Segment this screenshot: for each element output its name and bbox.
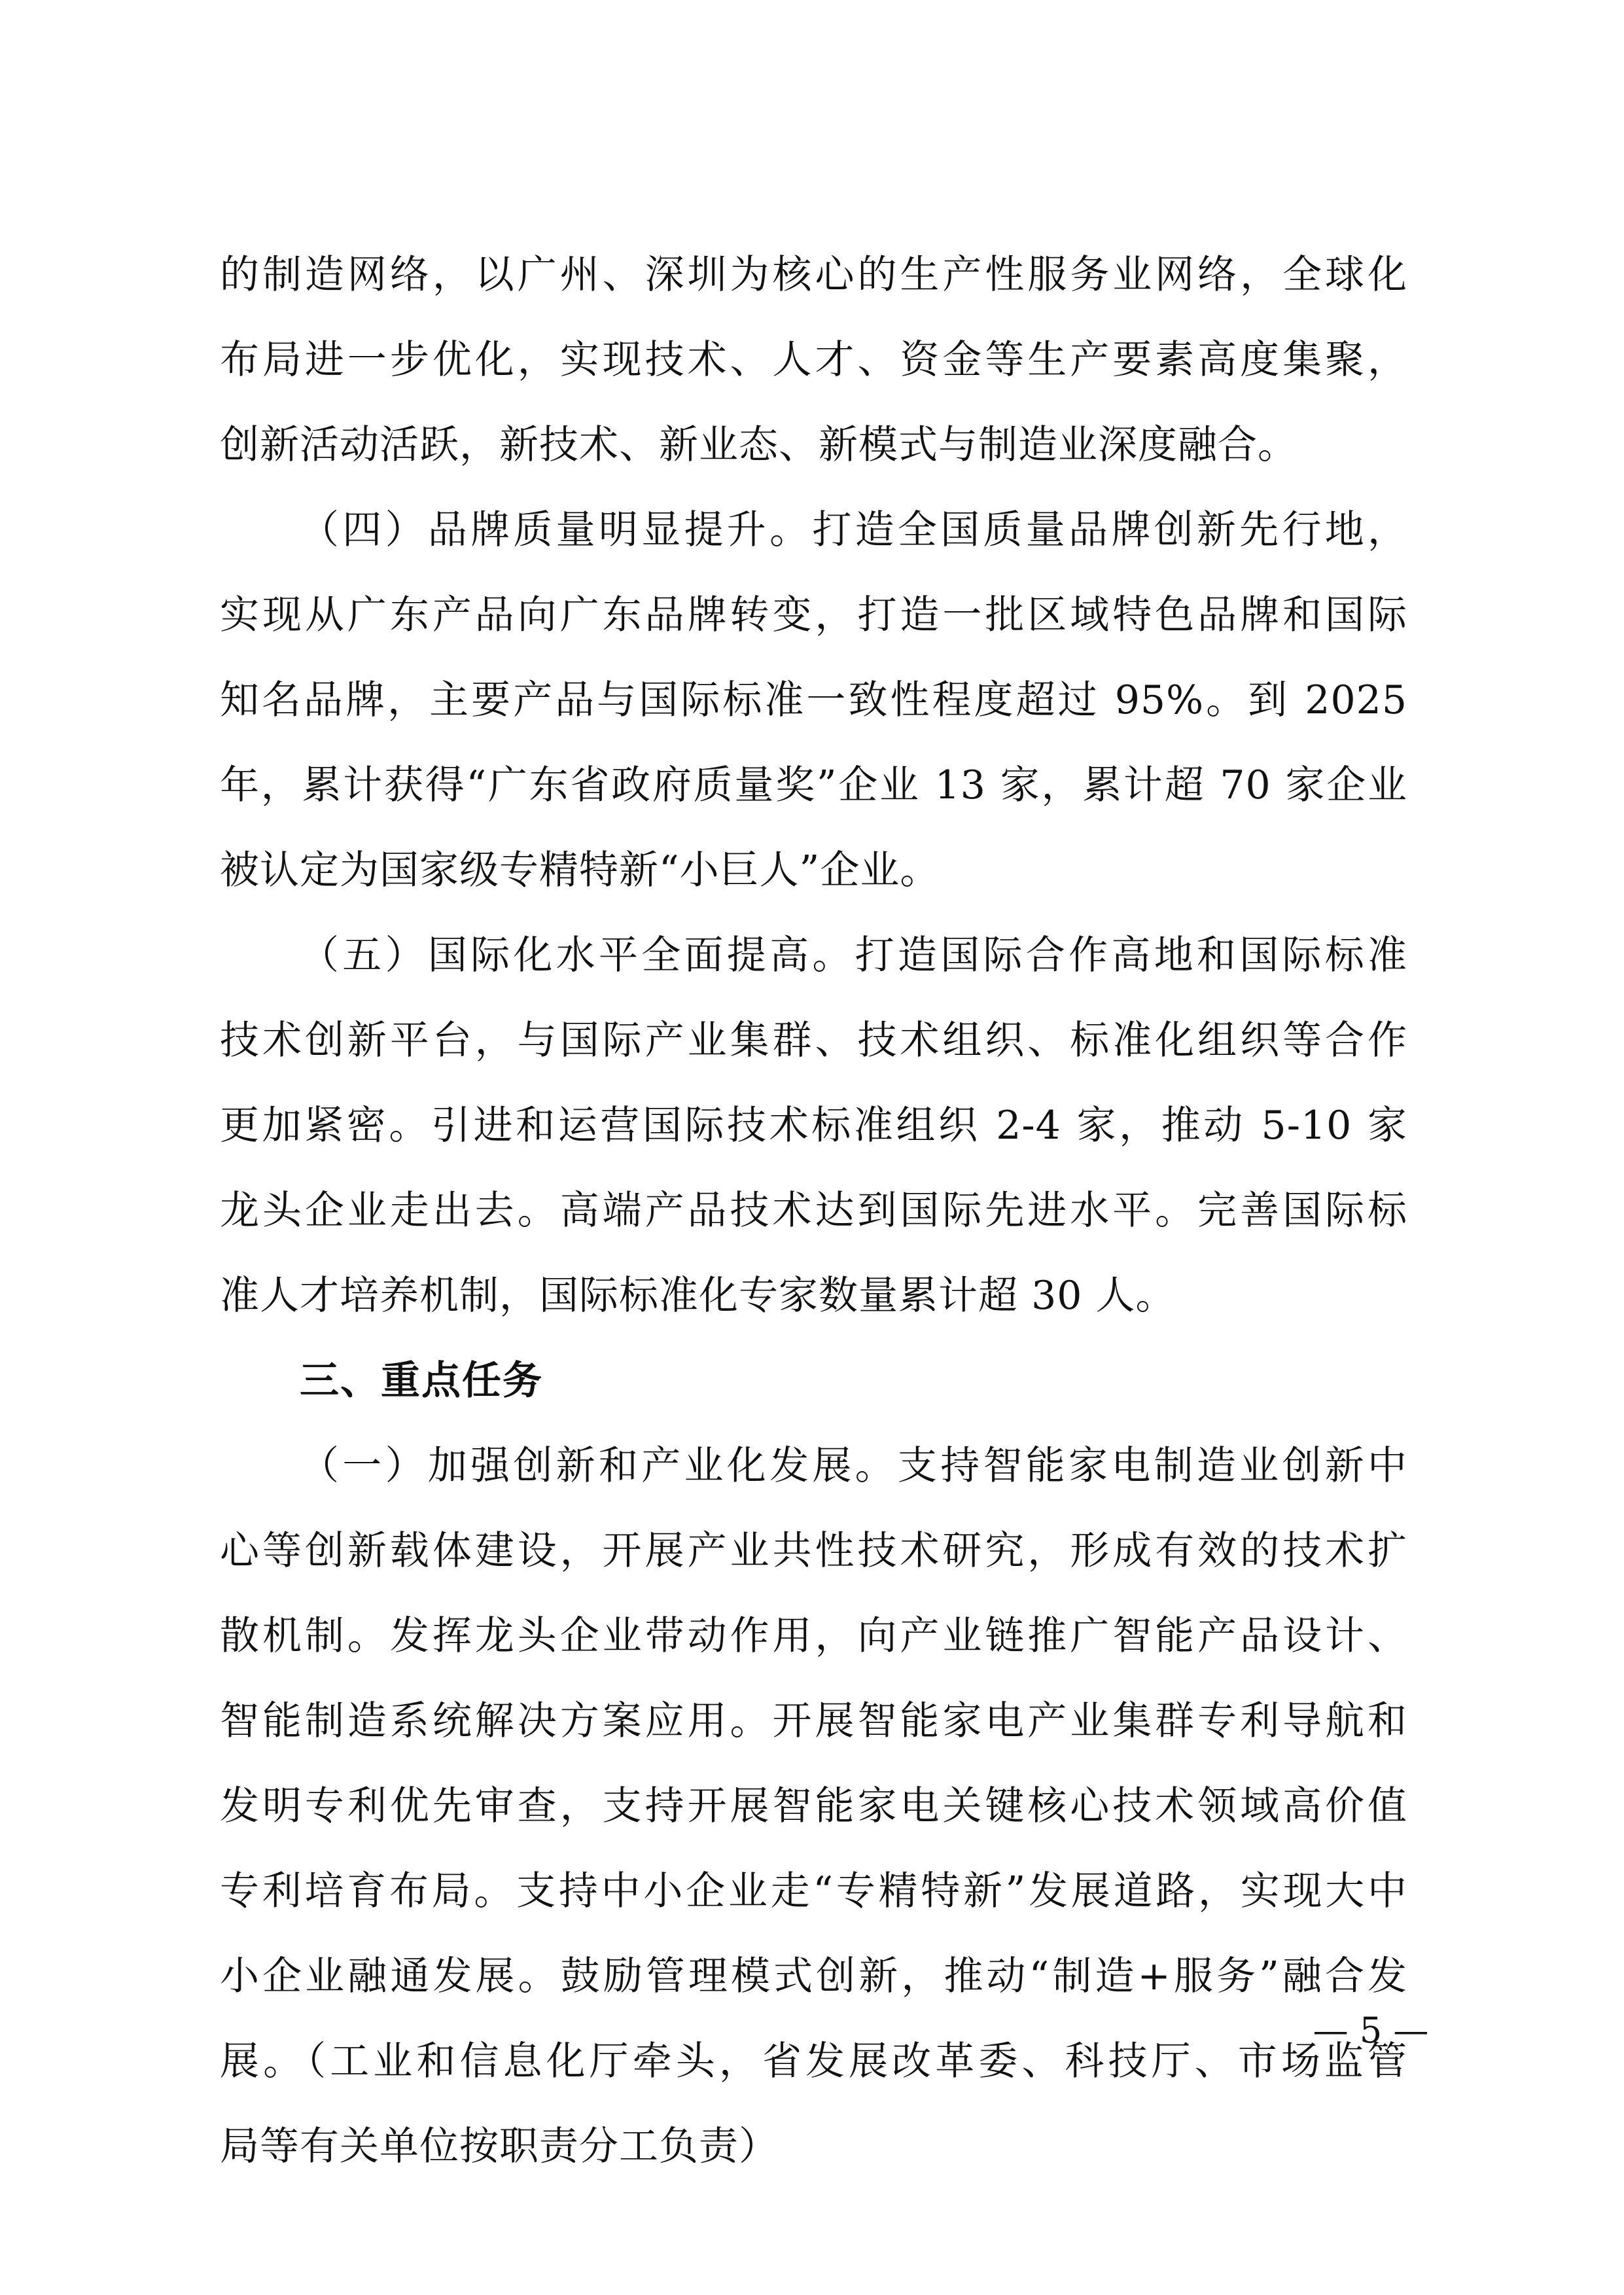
paragraph-line: 智能制造系统解决方案应用。开展智能家电产业集群专利导航和	[220, 1698, 1407, 1744]
paragraph-line: 年，累计获得“广东省政府质量奖”企业 13 家，累计超 70 家企业	[220, 762, 1407, 808]
page-number: — 5 —	[1313, 2010, 1429, 2051]
paragraph-line: 专利培育布局。支持中小企业走“专精特新”发展道路，实现大中	[220, 1868, 1407, 1914]
paragraph-line: 小企业融通发展。鼓励管理模式创新，推动“制造+服务”融合发	[220, 1953, 1407, 1999]
paragraph-line: （四）品牌质量明显提升。打造全国质量品牌创新先行地，	[300, 507, 1407, 553]
paragraph-line: 被认定为国家级专精特新“小巨人”企业。	[220, 847, 940, 893]
section-heading: 三、重点任务	[300, 1358, 543, 1404]
paragraph-line: 局等有关单位按职责分工负责）	[220, 2124, 779, 2169]
paragraph-line: 技术创新平台，与国际产业集群、技术组织、标准化组织等合作	[220, 1018, 1407, 1063]
paragraph-line: 龙头企业走出去。高端产品技术达到国际先进水平。完善国际标	[220, 1188, 1407, 1234]
paragraph-line: 更加紧密。引进和运营国际技术标准组织 2-4 家，推动 5-10 家	[220, 1103, 1407, 1148]
paragraph-line: 发明专利优先审查，支持开展智能家电关键核心技术领域高价值	[220, 1783, 1407, 1829]
paragraph-line: 创新活动活跃，新技术、新业态、新模式与制造业深度融合。	[220, 422, 1297, 468]
paragraph-line: 散机制。发挥龙头企业带动作用，向产业链推广智能产品设计、	[220, 1613, 1407, 1659]
paragraph-line: （一）加强创新和产业化发展。支持智能家电制造业创新中	[300, 1443, 1407, 1489]
paragraph-line: 心等创新载体建设，开展产业共性技术研究，形成有效的技术扩	[220, 1528, 1407, 1574]
paragraph-line: 布局进一步优化，实现技术、人才、资金等生产要素高度集聚，	[220, 337, 1407, 383]
paragraph-line: 准人才培养机制，国际标准化专家数量累计超 30 人。	[220, 1273, 1176, 1319]
paragraph-line: （五）国际化水平全面提高。打造国际合作高地和国际标准	[300, 933, 1407, 978]
paragraph-line: 知名品牌，主要产品与国际标准一致性程度超过 95%。到 2025	[220, 677, 1407, 723]
paragraph-line: 展。（工业和信息化厅牵头，省发展改革委、科技厅、市场监管	[220, 2038, 1407, 2084]
paragraph-line: 的制造网络，以广州、深圳为核心的生产性服务业网络，全球化	[220, 252, 1407, 298]
paragraph-line: 实现从广东产品向广东品牌转变，打造一批区域特色品牌和国际	[220, 592, 1407, 638]
body-text	[220, 232, 1407, 2189]
